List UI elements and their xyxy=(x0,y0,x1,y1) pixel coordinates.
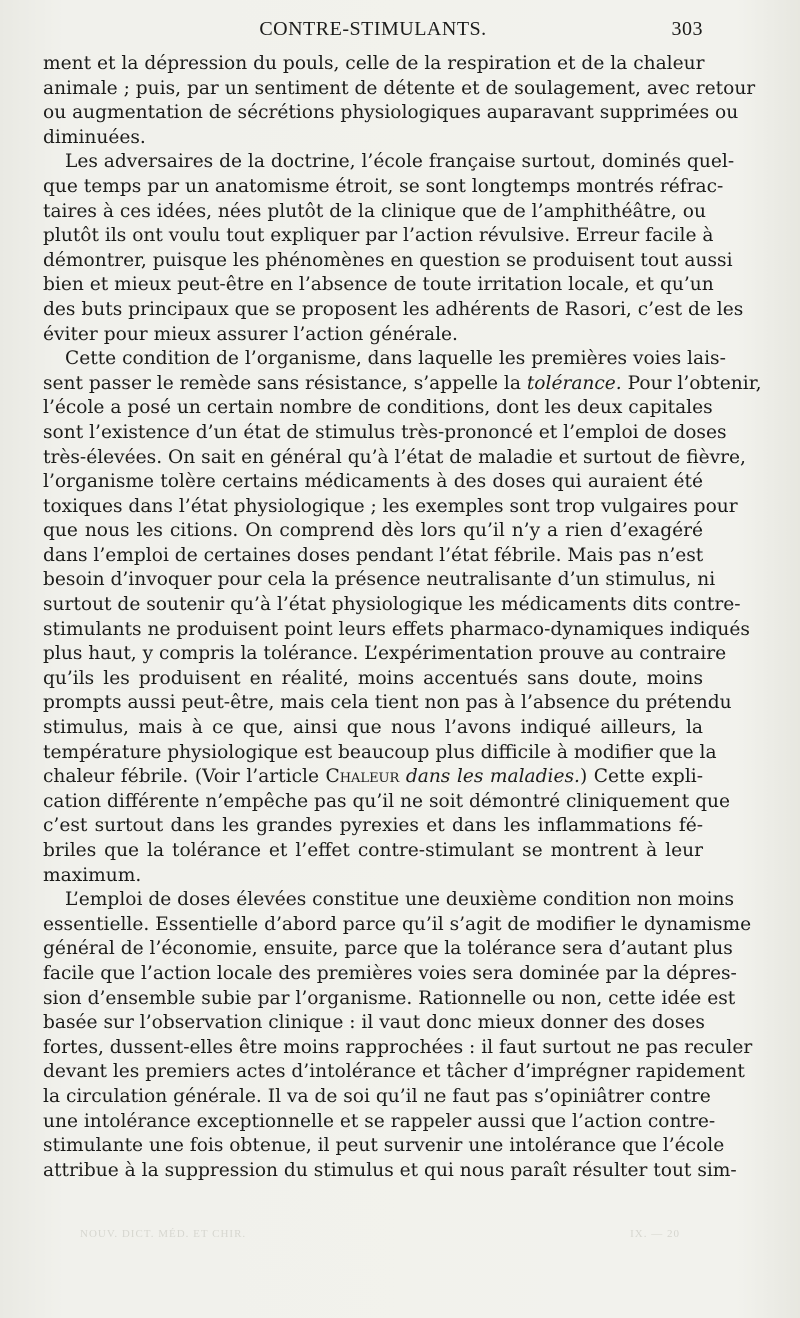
footer-volume: IX. — 20 xyxy=(630,1228,680,1240)
text-line: stimulants ne produisent point leurs effets pharmaco-dynamiques indiqués xyxy=(43,618,750,640)
text-line: devant les premiers actes d’intolérance et tâcher d’imprégner rapidement xyxy=(43,1061,745,1083)
text-line: la circulation générale. Il va de soi qu’il ne faut pas s’opiniâtrer contre xyxy=(43,1085,711,1107)
text-line: Cette condition de l’organisme, dans laquelle les premières voies lais- xyxy=(65,348,726,370)
text-line: basée sur l’observation clinique : il vaut donc mieux donner des doses xyxy=(43,1012,705,1034)
text-line: général de l’économie, ensuite, parce que la tolérance sera d’autant plus xyxy=(43,938,733,960)
text-line: toxiques dans l’état physiologique ; les exemples sont trop vulgaires pour xyxy=(43,495,738,517)
page-footer xyxy=(80,1228,680,1242)
text-line: diminuées. xyxy=(43,126,146,148)
text-line: cation différente n’empêche pas qu’il ne soit démontré cliniquement que xyxy=(43,790,730,812)
text-line: l’organisme tolère certains médicaments à des doses qui auraient été xyxy=(43,471,703,493)
text-line: que nous les citions. On comprend dès lors qu’il n’y a rien d’exagéré xyxy=(43,520,703,542)
page-number: 303 xyxy=(671,18,703,40)
text-line: plus haut, y compris la tolérance. L’expérimentation prouve au contraire xyxy=(43,643,727,665)
text-line: une intolérance exceptionnelle et se rappeler aussi que l’action contre- xyxy=(43,1110,716,1132)
paragraph xyxy=(43,888,753,1183)
text-line: éviter pour mieux assurer l’action générale. xyxy=(43,323,458,345)
text-line: briles que la tolérance et l’effet contre-stimulant se montrent à leur xyxy=(43,840,703,861)
text-line: stimulante une fois obtenue, il peut survenir une intolérance que l’école xyxy=(43,1135,725,1157)
text-line: attribue à la suppression du stimulus et qui nous paraît résulter tout sim- xyxy=(43,1159,737,1181)
text-line: très-élevées. On sait en général qu’à l’état de maladie et surtout de fièvre, xyxy=(43,446,746,468)
text-line: dans l’emploi de certaines doses pendant l’état fébrile. Mais pas n’est xyxy=(43,544,704,566)
text-line: qu’ils les produisent en réalité, moins accentués sans doute, moins xyxy=(43,667,703,689)
text-line: des buts principaux que se proposent les adhérents de Rasori, c’est de les xyxy=(43,298,744,320)
text-line: chaleur fébrile. (Voir l’article Chaleur dans les maladies.) Cette expli- xyxy=(43,766,703,788)
footer-signature: NOUV. DICT. MÉD. ET CHIR. xyxy=(80,1228,247,1240)
text-line: c’est surtout dans les grandes pyrexies et dans les inflammations fé- xyxy=(43,815,703,837)
text-line: température physiologique est beaucoup plus difficile à modifier que la xyxy=(43,741,717,763)
text-line: Les adversaires de la doctrine, l’école française surtout, dominés quel- xyxy=(65,151,735,173)
text-line: sont l’existence d’un état de stimulus très-prononcé et l’emploi de doses xyxy=(43,421,727,443)
running-title: CONTRE-STIMULANTS. xyxy=(259,18,487,40)
text-line: ou augmentation de sécrétions physiologiques auparavant supprimées ou xyxy=(43,102,739,124)
text-line: l’école a posé un certain nombre de conditions, dont les deux capitales xyxy=(43,397,713,419)
text-line: plutôt ils ont voulu tout expliquer par l’action révulsive. Erreur facile à xyxy=(43,225,714,247)
body-text xyxy=(43,52,762,1183)
text-line: ment et la dépression du pouls, celle de la respiration et de la chaleur xyxy=(43,53,705,74)
paragraph xyxy=(43,347,762,888)
text-line: que temps par un anatomisme étroit, se sont longtemps montrés réfrac- xyxy=(43,175,724,197)
text-line: sent passer le remède sans résistance, s’appelle la tolérance. Pour l’obtenir, xyxy=(43,372,762,394)
text-line: stimulus, mais à ce que, ainsi que nous l’avons indiqué ailleurs, la xyxy=(43,717,703,739)
page-header xyxy=(43,14,703,44)
text-line: fortes, dussent-elles être moins rapprochées : il faut surtout ne pas reculer xyxy=(43,1036,753,1058)
paragraph xyxy=(43,52,756,150)
text-line: facile que l’action locale des premières voies sera dominée par la dépres- xyxy=(43,962,737,984)
text-line: bien et mieux peut-être en l’absence de toute irritation locale, et qu’un xyxy=(43,274,714,296)
text-line: essentielle. Essentielle d’abord parce qu’il s’agit de modifier le dynamisme xyxy=(43,913,752,935)
text-line: animale ; puis, par un sentiment de détente et de soulagement, avec retour xyxy=(43,77,756,99)
text-line: maximum. xyxy=(43,864,142,886)
text-line: besoin d’invoquer pour cela la présence neutralisante d’un stimulus, ni xyxy=(43,569,716,591)
text-line: sion d’ensemble subie par l’organisme. Rationnelle ou non, cette idée est xyxy=(43,987,736,1009)
text-line: démontrer, puisque les phénomènes en question se produisent tout aussi xyxy=(43,249,733,271)
text-line: L’emploi de doses élevées constitue une deuxième condition non moins xyxy=(65,889,735,911)
text-line: taires à ces idées, nées plutôt de la clinique que de l’amphithéâtre, ou xyxy=(43,200,706,222)
text-line: surtout de soutenir qu’à l’état physiologique les médicaments dits contre- xyxy=(43,594,741,616)
paragraph xyxy=(43,150,744,347)
text-line: prompts aussi peut-être, mais cela tient non pas à l’absence du prétendu xyxy=(43,692,732,714)
